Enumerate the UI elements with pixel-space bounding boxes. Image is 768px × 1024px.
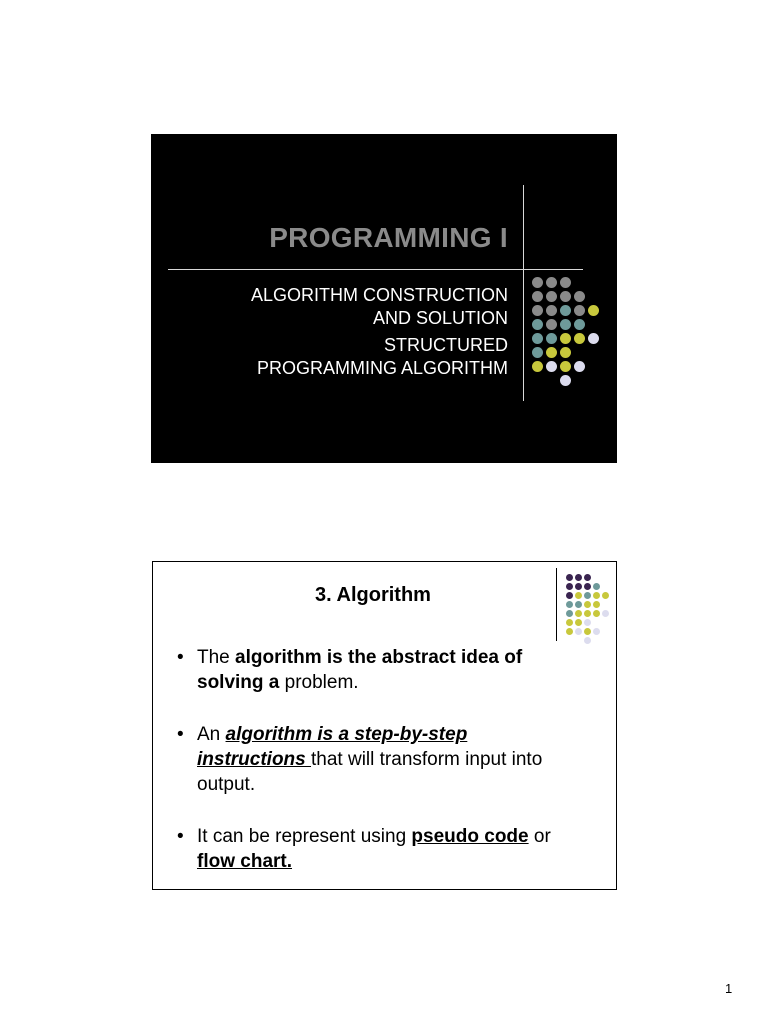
- decorative-dot: [575, 574, 582, 581]
- horizontal-divider: [168, 269, 583, 270]
- decorative-dot: [588, 305, 599, 316]
- decorative-dot: [546, 277, 557, 288]
- decorative-dot: [584, 619, 591, 626]
- decorative-dot: [584, 574, 591, 581]
- decorative-dot: [575, 619, 582, 626]
- decorative-dot: [574, 319, 585, 330]
- bullet-emphasis: flow chart.: [197, 851, 293, 872]
- bullet-mark: •: [177, 647, 184, 668]
- bullet-text: It can be represent using: [197, 826, 412, 847]
- bullet-text: that will transform input into output.: [197, 749, 543, 795]
- decorative-dot: [546, 305, 557, 316]
- bullet-emphasis: algorithm is the abstract idea of solving a: [197, 647, 523, 693]
- bullet-text: The: [197, 647, 236, 668]
- decorative-dot: [546, 347, 557, 358]
- decorative-dot: [574, 305, 585, 316]
- bullet-text: An: [197, 724, 226, 745]
- bullet-item: [177, 645, 577, 695]
- bullet-emphasis: algorithm is a step-by-step instructions: [197, 724, 468, 770]
- subtitle-line: AND SOLUTION: [372, 308, 508, 328]
- title-slide: [151, 134, 617, 463]
- decorative-dot: [602, 610, 609, 617]
- decorative-dot: [584, 637, 591, 644]
- subtitle-line: ALGORITHM CONSTRUCTION: [250, 285, 508, 305]
- decorative-dot: [560, 291, 571, 302]
- decorative-dot: [546, 319, 557, 330]
- subtitle-line: PROGRAMMING ALGORITHM: [256, 358, 508, 378]
- slide-subtitle: [251, 284, 508, 380]
- vertical-divider: [523, 185, 524, 401]
- decorative-dot: [593, 592, 600, 599]
- decorative-dot: [566, 574, 573, 581]
- decorative-dot: [560, 319, 571, 330]
- decorative-dot: [546, 291, 557, 302]
- decorative-dot: [532, 319, 543, 330]
- page-number: 1: [725, 981, 733, 996]
- subtitle-line: STRUCTURED: [384, 335, 508, 355]
- decorative-dot: [584, 610, 591, 617]
- decorative-dot: [593, 601, 600, 608]
- decorative-dot: [602, 592, 609, 599]
- decorative-dot: [560, 277, 571, 288]
- decorative-dot: [593, 628, 600, 635]
- decorative-dot: [574, 333, 585, 344]
- decorative-dot: [532, 361, 543, 372]
- decorative-dot: [574, 291, 585, 302]
- decorative-dot: [560, 361, 571, 372]
- decorative-dot: [593, 583, 600, 590]
- decorative-dot: [575, 610, 582, 617]
- decorative-dot: [532, 305, 543, 316]
- content-slide: [152, 561, 617, 890]
- decorative-dot: [532, 277, 543, 288]
- bullet-item: [177, 722, 577, 797]
- decorative-dot: [546, 361, 557, 372]
- bullet-emphasis: pseudo code: [411, 826, 529, 847]
- slide-title: PROGRAMMING I: [269, 222, 508, 253]
- decorative-dot: [560, 305, 571, 316]
- decorative-dot: [532, 291, 543, 302]
- decorative-dot: [546, 333, 557, 344]
- slide-title: 3. Algorithm: [315, 584, 431, 606]
- bullet-item: [177, 824, 577, 874]
- decorative-dot: [560, 347, 571, 358]
- decorative-dot: [566, 619, 573, 626]
- decorative-dot: [593, 610, 600, 617]
- decorative-dot: [584, 628, 591, 635]
- bullet-mark: •: [177, 724, 184, 745]
- decorative-dot: [588, 333, 599, 344]
- decorative-dot: [574, 361, 585, 372]
- bullet-text: or: [528, 826, 551, 847]
- decorative-dot: [575, 628, 582, 635]
- decorative-dot: [532, 347, 543, 358]
- bullet-mark: •: [177, 826, 184, 847]
- decorative-dot: [532, 333, 543, 344]
- decorative-dot: [566, 610, 573, 617]
- decorative-dot: [560, 333, 571, 344]
- decorative-dot: [566, 628, 573, 635]
- decorative-dot: [560, 375, 571, 386]
- bullet-text: problem.: [279, 672, 359, 693]
